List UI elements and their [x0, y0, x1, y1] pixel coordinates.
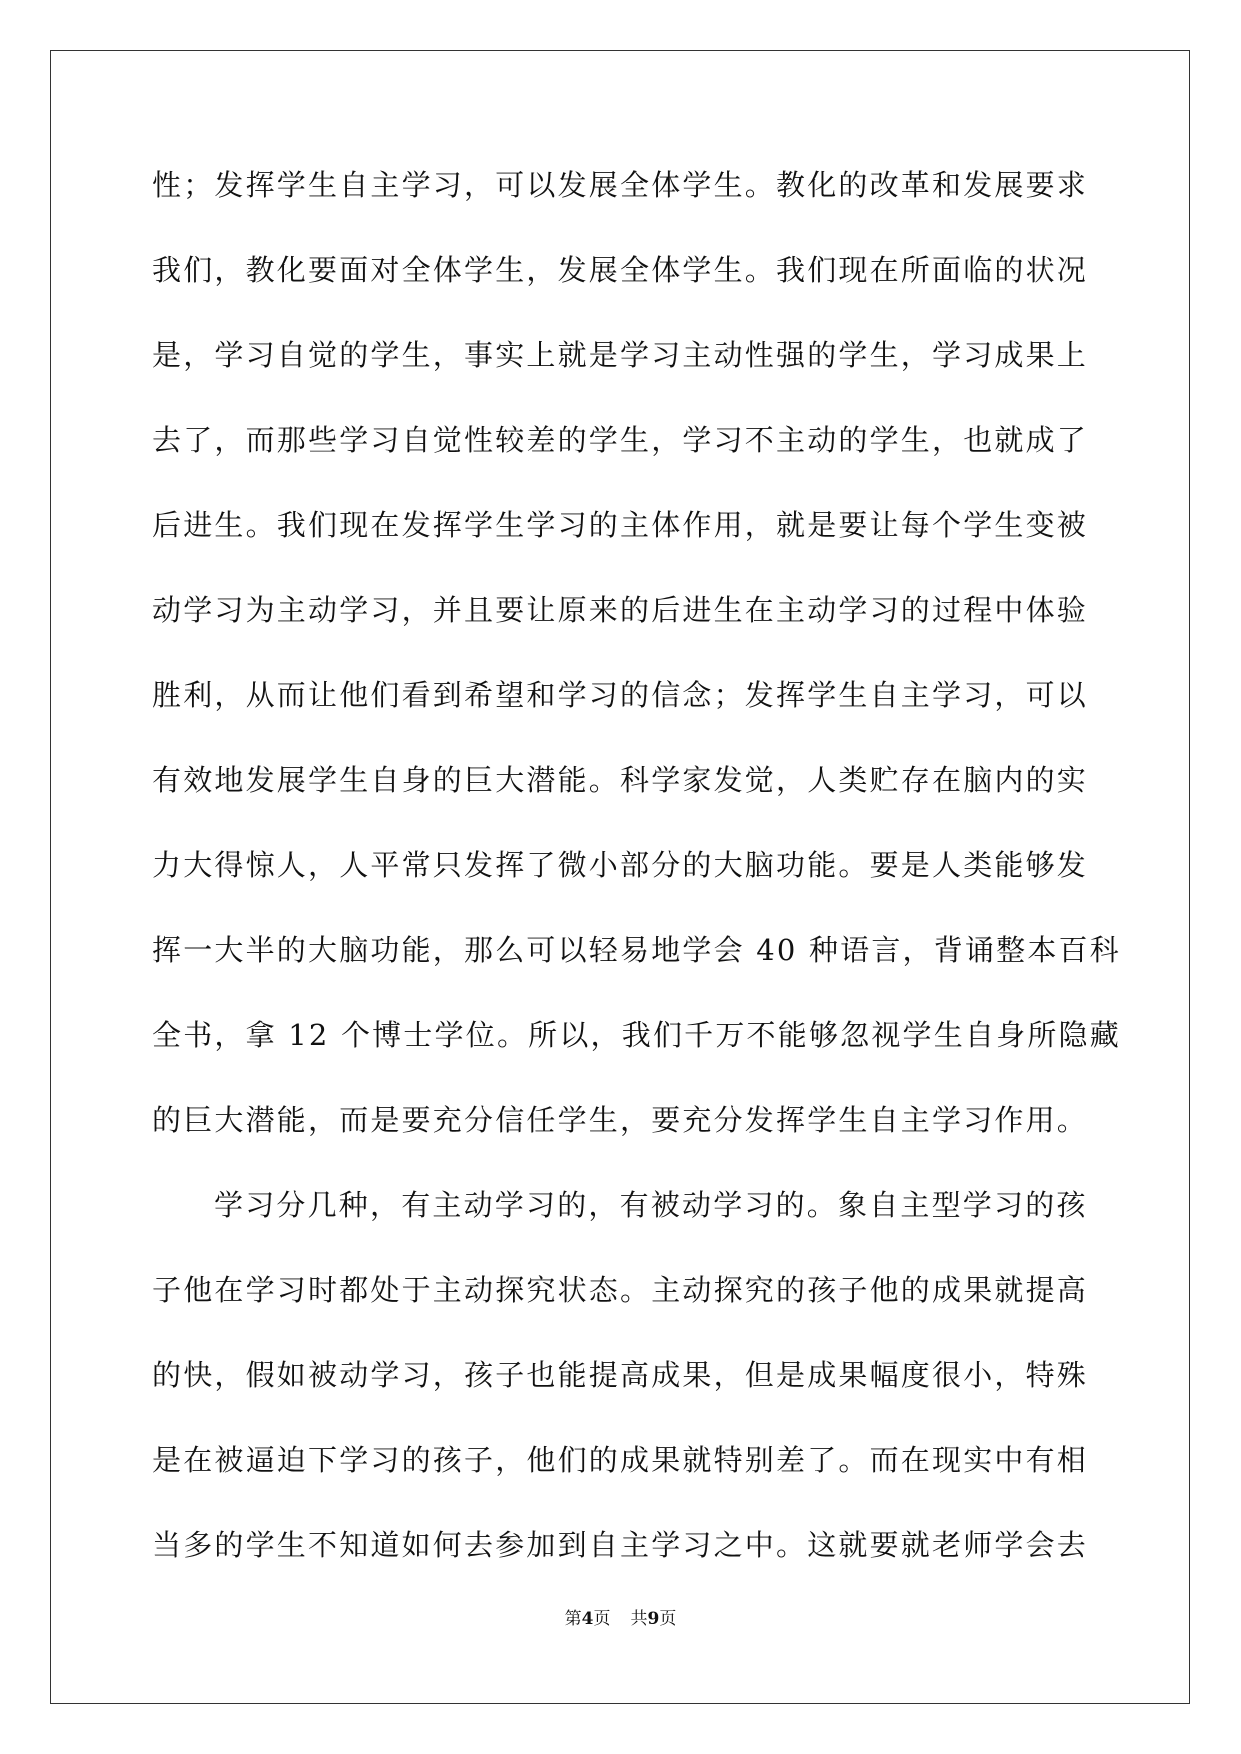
total-suffix: 页: [659, 1609, 677, 1629]
document-body: [152, 160, 1121, 1605]
text-line: 胜利，从而让他们看到希望和学习的信念；发挥学生自主学习，可以: [152, 678, 1089, 712]
current-page-number: 4: [581, 1609, 594, 1629]
page-suffix: 页: [593, 1609, 611, 1629]
text-line: 子他在学习时都处于主动探究状态。主动探究的孩子他的成果就提高: [152, 1273, 1089, 1307]
text-line: 是在被逼迫下学习的孩子，他们的成果就特别差了。而在现实中有相: [152, 1443, 1089, 1477]
page-prefix: 第: [564, 1609, 582, 1629]
text-line: 力大得惊人，人平常只发挥了微小部分的大脑功能。要是人类能够发: [152, 848, 1089, 882]
text-line: 我们，教化要面对全体学生，发展全体学生。我们现在所面临的状况: [152, 253, 1089, 287]
total-prefix: 共: [630, 1609, 648, 1629]
text-line: 是，学习自觉的学生，事实上就是学习主动性强的学生，学习成果上: [152, 338, 1089, 372]
text-line: 的快，假如被动学习，孩子也能提高成果，但是成果幅度很小，特殊: [152, 1358, 1089, 1392]
text-line: 去了，而那些学习自觉性较差的学生，学习不主动的学生，也就成了: [152, 423, 1089, 457]
total-page-count: 9: [647, 1609, 660, 1629]
text-line: 全书，拿 12 个博士学位。所以，我们千万不能够忽视学生自身所隐藏: [152, 1018, 1121, 1052]
paragraph-first-line: 学习分几种，有主动学习的，有被动学习的。象自主型学习的孩: [214, 1188, 1088, 1222]
text-line: 当多的学生不知道如何去参加到自主学习之中。这就要就老师学会去: [152, 1528, 1089, 1562]
text-line: 动学习为主动学习，并且要让原来的后进生在主动学习的过程中体验: [152, 593, 1089, 627]
text-line: 有效地发展学生自身的巨大潜能。科学家发觉，人类贮存在脑内的实: [152, 763, 1089, 797]
text-line: 的巨大潜能，而是要充分信任学生，要充分发挥学生自主学习作用。: [152, 1103, 1089, 1137]
text-line: 后进生。我们现在发挥学生学习的主体作用，就是要让每个学生变被: [152, 508, 1089, 542]
text-line: 性；发挥学生自主学习，可以发展全体学生。教化的改革和发展要求: [152, 168, 1089, 202]
text-line: 挥一大半的大脑功能，那么可以轻易地学会 40 种语言，背诵整本百科: [152, 933, 1121, 967]
page-footer: [0, 1604, 1241, 1629]
